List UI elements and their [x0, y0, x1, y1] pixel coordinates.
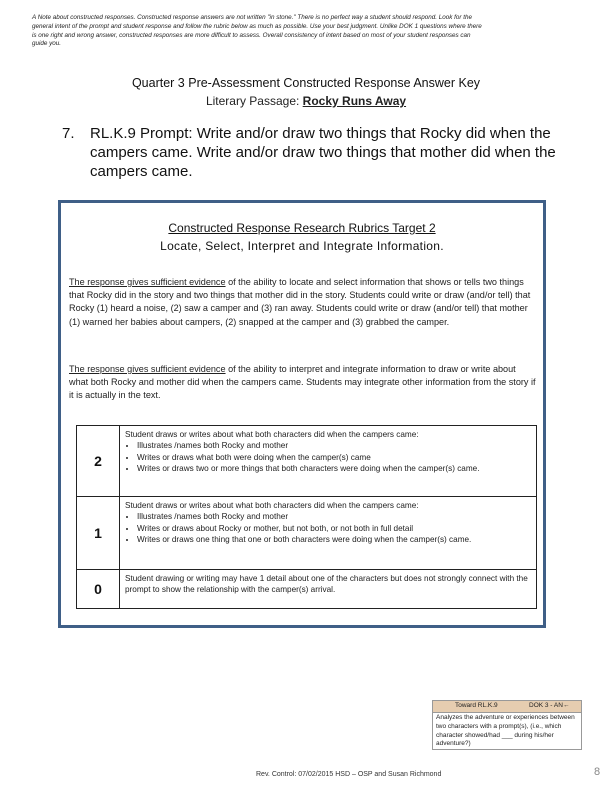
score-value: 0 — [77, 570, 120, 609]
subtitle-prefix: Literary Passage: — [205, 94, 303, 108]
prompt-number: 7. — [62, 125, 75, 142]
evidence-paragraph-interpret — [69, 363, 537, 403]
criteria-item: • Illustrates /names both Rocky and mother — [137, 440, 532, 451]
criteria-list — [125, 511, 532, 545]
criteria-item: • Writes or draws two or more things that both characters were doing when the camper(s) came. — [137, 463, 532, 474]
tag-standard: Toward RL.K.9 — [455, 702, 498, 709]
passage-subtitle — [0, 94, 612, 108]
criteria-item: • Writes or draws what both were doing when the camper(s) came — [137, 452, 532, 463]
score-value: 1 — [77, 497, 120, 570]
score-intro: Student draws or writes about what both characters did when the campers came: — [125, 501, 419, 510]
evidence-lead: The response gives sufficient evidence — [69, 364, 226, 374]
evidence-paragraph-locate — [69, 276, 537, 329]
prompt-block — [62, 124, 562, 182]
evidence-body: of the ability to interpret and integrate information to draw or write about what both Rocky and mother did when the campers came. Students may integrate other information from the story if it is actually in the text. — [69, 364, 536, 401]
score-row — [77, 497, 537, 570]
score-table — [76, 425, 537, 609]
rubric-subtitle: Locate, Select, Interpret and Integrate Information. — [160, 239, 444, 253]
rubric-box — [58, 200, 546, 628]
page-title: Quarter 3 Pre-Assessment Constructed Response Answer Key — [131, 76, 481, 90]
prompt-text: RL.K.9 Prompt: Write and/or draw two things that Rocky did when the campers came. Write and/or draw two things that mother did when the campers came. — [90, 125, 556, 181]
standard-tag — [432, 700, 582, 750]
criteria-item: • Writes or draws one thing that one or both characters were doing when the camper(s) came. — [137, 534, 532, 545]
passage-name: Rocky Runs Away — [302, 94, 407, 108]
criteria-item: • Illustrates /names both Rocky and mother — [137, 511, 532, 522]
score-row — [77, 570, 537, 609]
score-description — [120, 570, 537, 609]
score-intro: Student drawing or writing may have 1 detail about one of the characters but does not strongly connect with the prompt to show the relationship with the camper(s) arrival. — [125, 574, 528, 595]
evidence-body: of the ability to locate and select information that shows or tells two things that Rocky did in the story and two things that mother did in the story. Students could write or draw (and/or tell) that Rocky (1) heard a noise, (2) saw a camper and (3) ran away. Students could write or draw (and/or tell) that mother (1) warned her babies about campers, (2) snapped at the camper and (3) grabbed the camper. — [69, 277, 531, 327]
score-intro: Student draws or writes about what both characters did when the campers came: — [125, 430, 419, 439]
evidence-lead: The response gives sufficient evidence — [69, 277, 226, 287]
revision-footer: Rev. Control: 07/02/2015 HSD – OSP and Susan Richmond — [256, 771, 442, 778]
criteria-item: • Writes or draws about Rocky or mother, but not both, or not both in full detail — [137, 523, 532, 534]
criteria-list — [125, 440, 532, 474]
tag-description: Analyzes the adventure or experiences between two characters with a prompt(s), (i.e., which character showed/had ___ during his/her adventure?) — [436, 714, 575, 748]
constructed-response-note: A Note about constructed responses. Constructed response answers are not written "in stone." There is no perfect way a student should respond. Look for the general intent of the prompt and student response and follow the rubric below as much as possible. Use your best judgment. Unlike DOK 1 questions where there is one right and wrong answer, constructed responses are more difficult to assess. Overall consistency of intent based on most of your student responses can guide you. — [32, 14, 482, 48]
score-row — [77, 426, 537, 497]
score-description — [120, 426, 537, 497]
score-description — [120, 497, 537, 570]
tag-header — [433, 701, 581, 713]
page-number: 8 — [594, 766, 601, 778]
rubric-title: Constructed Response Research Rubrics Target 2 — [168, 221, 436, 235]
tag-dok: DOK 3 - AN← — [529, 702, 570, 709]
score-value: 2 — [77, 426, 120, 497]
